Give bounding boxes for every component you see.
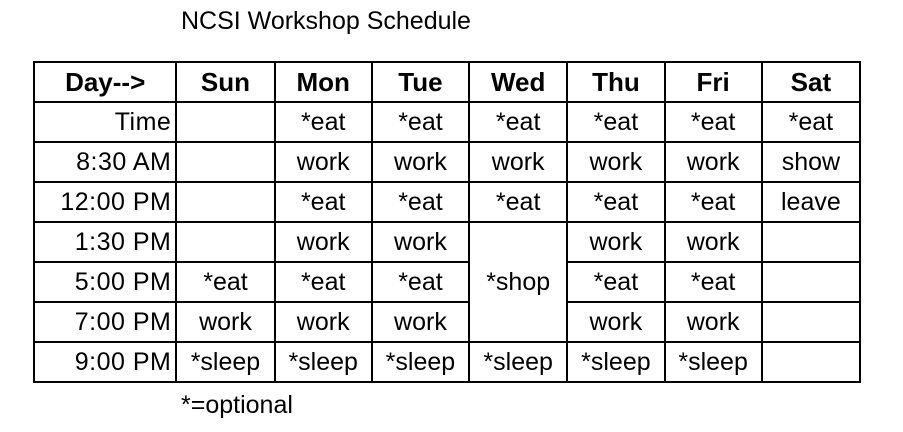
time-cell: 8:30 AM — [34, 142, 176, 182]
schedule-cell: work — [275, 142, 372, 182]
schedule-cell — [176, 142, 274, 182]
schedule-cell: *eat — [567, 102, 664, 142]
header-row — [34, 62, 860, 102]
schedule-cell: *eat — [567, 262, 664, 302]
schedule-cell: *eat — [665, 182, 762, 222]
schedule-cell — [762, 262, 860, 302]
time-cell: 12:00 PM — [34, 182, 176, 222]
schedule-cell: work — [176, 302, 274, 342]
schedule-cell: *eat — [469, 182, 567, 222]
table-row — [34, 102, 860, 142]
schedule-cell: *sleep — [176, 342, 274, 382]
schedule-cell: *eat — [567, 182, 664, 222]
schedule-cell: work — [567, 142, 664, 182]
table-row — [34, 342, 860, 382]
schedule-cell: *sleep — [275, 342, 372, 382]
schedule-cell: *sleep — [372, 342, 469, 382]
schedule-cell: work — [469, 142, 567, 182]
schedule-cell: leave — [762, 182, 860, 222]
schedule-cell — [176, 222, 274, 262]
schedule-cell: work — [665, 142, 762, 182]
schedule-title: NCSI Workshop Schedule — [181, 7, 471, 35]
schedule-cell: *eat — [665, 262, 762, 302]
table-row — [34, 142, 860, 182]
schedule-cell: *eat — [275, 182, 372, 222]
time-cell: 1:30 PM — [34, 222, 176, 262]
schedule-cell: *eat — [762, 102, 860, 142]
schedule-cell: work — [567, 222, 664, 262]
header-wed: Wed — [469, 62, 567, 102]
header-fri: Fri — [665, 62, 762, 102]
schedule-cell: work — [665, 302, 762, 342]
header-thu: Thu — [567, 62, 664, 102]
header-sun: Sun — [176, 62, 274, 102]
schedule-cell: *eat — [275, 262, 372, 302]
table-row — [34, 262, 860, 302]
header-mon: Mon — [275, 62, 372, 102]
header-sat: Sat — [762, 62, 860, 102]
schedule-cell: *eat — [176, 262, 274, 302]
table-row — [34, 302, 860, 342]
schedule-cell — [176, 102, 274, 142]
schedule-cell: *eat — [275, 102, 372, 142]
schedule-cell: work — [567, 302, 664, 342]
schedule-cell: work — [372, 302, 469, 342]
schedule-cell: *eat — [372, 182, 469, 222]
schedule-cell — [762, 342, 860, 382]
schedule-cell: work — [372, 142, 469, 182]
schedule-cell: *sleep — [469, 342, 567, 382]
schedule-cell: *eat — [665, 102, 762, 142]
header-tue: Tue — [372, 62, 469, 102]
schedule-cell-shop: *shop — [469, 222, 567, 342]
schedule-cell — [176, 182, 274, 222]
table-row — [34, 182, 860, 222]
time-cell: 5:00 PM — [34, 262, 176, 302]
schedule-cell: work — [372, 222, 469, 262]
time-cell: Time — [34, 102, 176, 142]
table-row — [34, 222, 860, 262]
schedule-table — [33, 61, 861, 383]
footnote: *=optional — [181, 391, 293, 419]
time-cell: 9:00 PM — [34, 342, 176, 382]
schedule-cell: work — [275, 222, 372, 262]
schedule-cell: *eat — [372, 102, 469, 142]
schedule-cell: work — [665, 222, 762, 262]
schedule-cell: *eat — [469, 102, 567, 142]
schedule-cell: *sleep — [567, 342, 664, 382]
schedule-cell — [762, 302, 860, 342]
schedule-cell — [762, 222, 860, 262]
schedule-cell: work — [275, 302, 372, 342]
time-cell: 7:00 PM — [34, 302, 176, 342]
header-day-label: Day--> — [34, 62, 176, 102]
schedule-cell: *eat — [372, 262, 469, 302]
schedule-cell: *sleep — [665, 342, 762, 382]
schedule-cell: show — [762, 142, 860, 182]
